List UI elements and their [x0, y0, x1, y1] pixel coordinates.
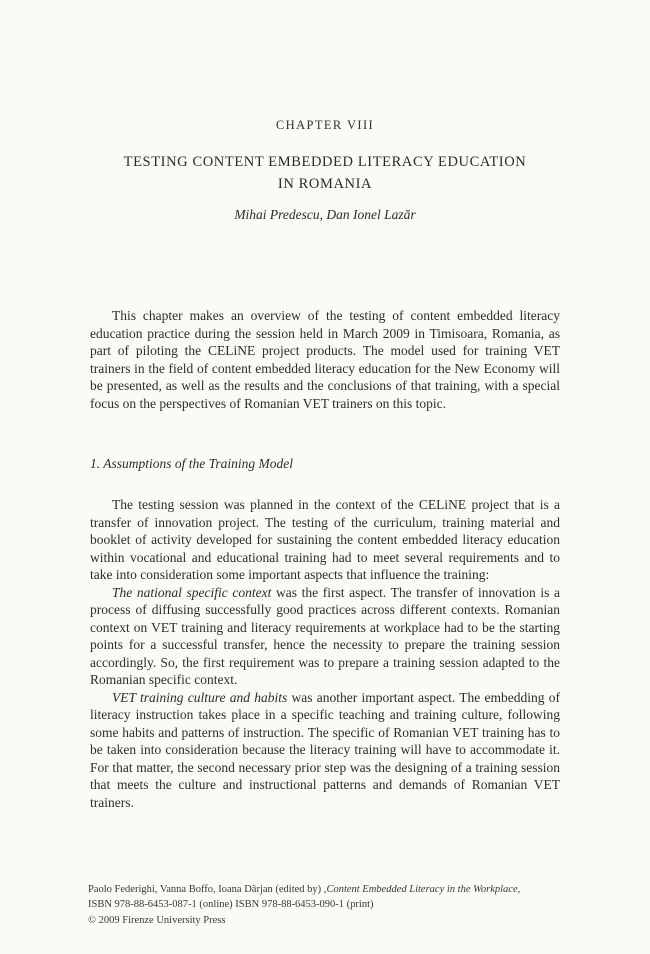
paragraph-national-context-rest: was the first aspect. The transfer of innovation is a process of diffusing successfully good practices across different contexts. Romanian context on VET training and literacy requirements at workplace had to be the starting points for a successful transfer, hence the necessity to prepare the training session accordingly. So, the first requirement was to prepare a training session adapted to the Romanian specific context.	[90, 584, 561, 687]
imprint-editors-line	[88, 882, 572, 898]
section-heading: 1. Assumptions of the Training Model	[90, 456, 294, 471]
chapter-title-line1: TESTING CONTENT EMBEDDED LITERACY EDUCATION	[123, 154, 527, 170]
chapter-title-line2: IN ROMANIA	[277, 176, 373, 192]
paragraph-national-context-lead: The national specific context	[112, 584, 272, 600]
paragraph-national-context	[90, 584, 560, 689]
paragraph-vet-culture	[90, 689, 560, 812]
imprint-copyright-line: © 2009 Firenze University Press	[88, 914, 226, 926]
paragraph-vet-culture-lead: VET training culture and habits	[112, 689, 288, 705]
imprint-footer	[88, 882, 572, 929]
chapter-label: CHAPTER VIII	[275, 118, 375, 132]
paragraph-testing-session: The testing session was planned in the context of the CELiNE project that is a transfer of innovation project. The testing of the curriculum, training material and booklet of activity developed for sustaining the content embedded literacy education within vocational and educational training had to meet several requirements and to take into consideration some important aspects that influence the training:	[90, 497, 560, 582]
abstract-paragraph: This chapter makes an overview of the testing of content embedded literacy education practice during the session held in March 2009 in Timisoara, Romania, as part of piloting the CELiNE project products. The model used for training VET trainers in the field of content embedded literacy education for the New Economy will be presented, as well as the results and the conclusions of that training, with a special focus on the perspectives of Romanian VET trainers on this topic.	[90, 308, 560, 411]
imprint-isbn-line: ISBN 978-88-6453-087-1 (online) ISBN 978-88-6453-090-1 (print)	[88, 899, 374, 910]
chapter-title	[90, 151, 560, 195]
paragraph-vet-culture-rest: was another important aspect. The embedding of literacy instruction takes place in a specific teaching and training culture, following some habits and patterns of instruction. The specific of Romanian VET training has to be taken into consideration because the literacy training will have to accommodate it. For that matter, the second necessary prior step was the designing of a training session that meets the culture and instructional patterns and demands of Romanian VET trainers.	[90, 689, 560, 810]
imprint-editors-text: Paolo Federighi, Vanna Boffo, Ioana Dârjan (edited by) ,	[88, 883, 327, 895]
imprint-book-title: Content Embedded Literacy in the Workplace,	[326, 883, 521, 895]
authors-line: Mihai Predescu, Dan Ionel Lazăr	[234, 207, 416, 222]
